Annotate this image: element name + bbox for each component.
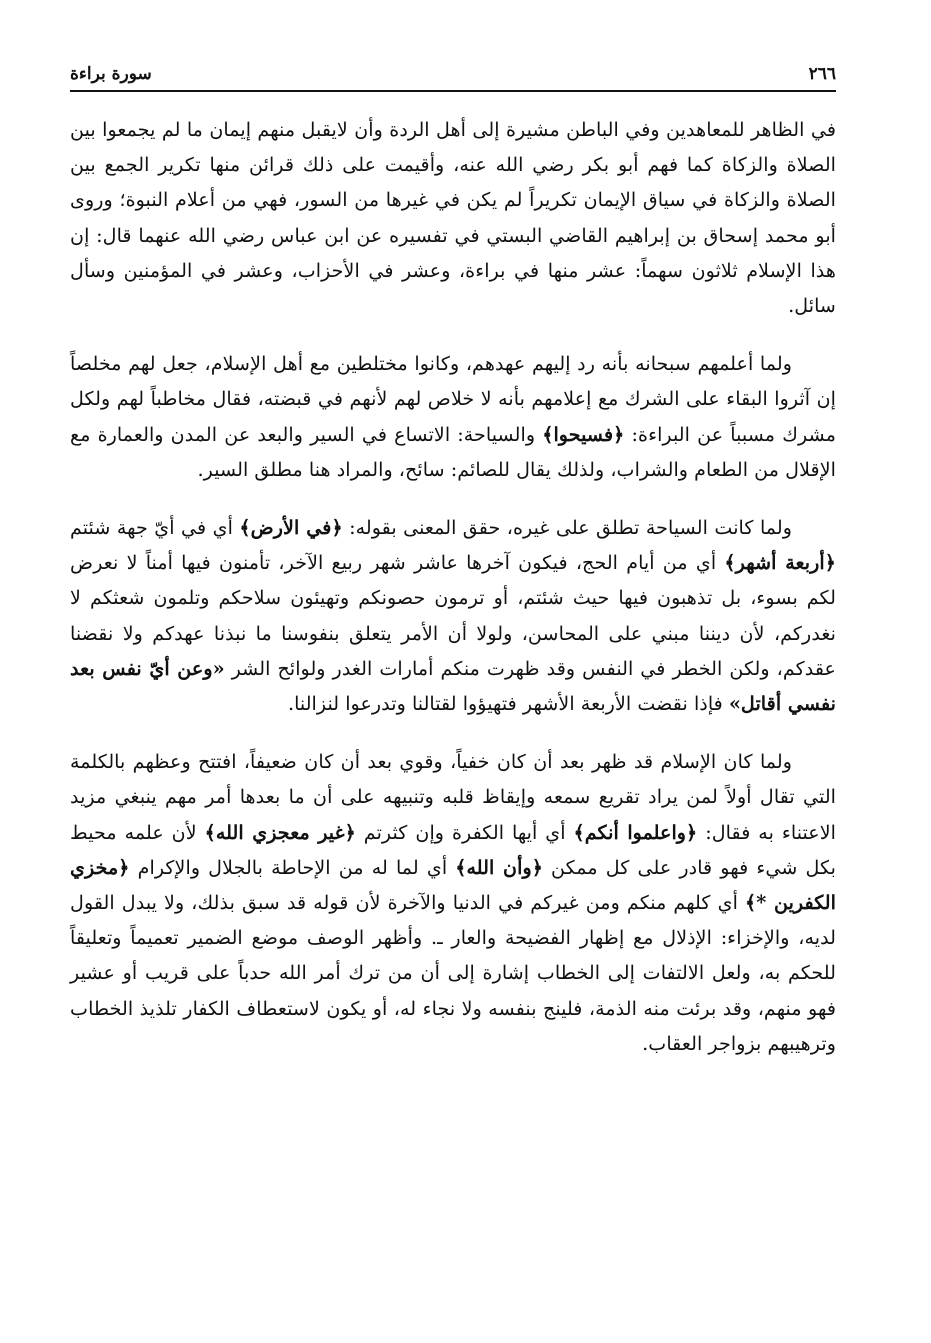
text-segment: أي كلهم منكم ومن غيركم في الدنيا والآخرة لأن قوله قد سبق بذلك، ولا يبدل القول لديه، والإخزاء: الإذلال مع إظهار الفضيحة والعار ـ. وأظهر الوصف موضع الضمير تعميماً وتعليقاً للحكم به، ولعل الالتفات إلى الخطاب إشارة إلى أن من ترك أمر الله حدباً على قريب أو عشير فهو منهم، وقد برئت منه الذمة، فلينج بنفسه ولا نجاء له، أو يكون لاستعطاف الكفار تلذيذ الخطاب وترهيبهم بزواجر العقاب. xyxy=(70,891,836,1055)
text-segment: ولما كانت السياحة تطلق على غيره، حقق المعنى بقوله: xyxy=(342,516,792,540)
quran-quote: ﴿واعلموا أنكم﴾ xyxy=(573,820,698,844)
text-segment: أي في أيّ جهة شئتم xyxy=(70,516,240,540)
text-segment: أي لما له من الإحاطة بالجلال والإكرام xyxy=(129,855,456,879)
text-segment: فإذا نقضت الأربعة الأشهر فتهيؤوا لقتالنا وتدرعوا لنزالنا. xyxy=(287,692,729,716)
text-segment: ولما أعلمهم سبحانه بأنه رد إليهم عهدهم، وكانوا مختلطين مع أهل الإسلام، جعل لهم مخلصاً إن آثروا البقاء على الشرك مع إعلامهم بأنه لا خلاص لهم لأنهم في قبضته، فقال مخاطباً لهم ولكل مشرك مسبباً عن البراءة: xyxy=(70,352,837,446)
text-segment: ولما كان الإسلام قد ظهر بعد أن كان خفياً، وقوي بعد أن كان ضعيفاً، افتتح وعظهم بالكلمة التي تقال أولاً لمن يراد تقريع سمعه وإيقاظ قلبه وتنبيهه على أن ما بعدها أمر مهم ينبغي مزيد الاعتناء به فقال: xyxy=(70,750,836,844)
quran-quote: ﴿مخزي الكفرين *﴾ xyxy=(70,855,836,915)
text-segment: أي أيها الكفرة وإن كثرتم xyxy=(355,820,574,844)
hadith-quote: «وعن أيّ نفس بعد نفسي أقاتل» xyxy=(70,656,836,716)
quran-quote: ﴿وأن الله﴾ xyxy=(455,855,543,879)
quran-quote: ﴿غير معجزي الله﴾ xyxy=(204,820,356,844)
quran-quote: ﴿أربعة أشهر﴾ xyxy=(724,551,836,575)
paragraph xyxy=(70,346,836,487)
text-segment: لأن علمه محيط بكل شيء فهو قادر على كل ممكن xyxy=(70,820,836,879)
paragraph xyxy=(70,112,836,323)
running-head: سورة براءة xyxy=(70,64,152,84)
paragraph xyxy=(70,744,836,1061)
page-number: ٢٦٦ xyxy=(808,64,836,84)
text-segment: أي من أيام الحج، فيكون آخرها عاشر شهر ربيع الآخر، تأمنون فيها أمناً لا نعرض لكم بسوء، بل تذهبون فيها حيث شئتم، أو ترمون حصونكم وتهيئون سلاحكم وتلمون شعثكم لا نغدركم، لأن ديننا مبني على المحاسن، ولولا أن الأمر يتعلق بنفوسنا ما نبذنا عهدكم ولا نقضنا عقدكم، ولكن الخطر في النفس وقد ظهرت منكم أمارات الغدر ولوائح الشر xyxy=(70,551,836,680)
quran-quote: ﴿في الأرض﴾ xyxy=(239,516,343,540)
quran-quote: ﴿فسيحوا﴾ xyxy=(542,422,625,446)
body-text xyxy=(70,112,836,1084)
paragraph xyxy=(70,510,836,721)
text-segment: في الظاهر للمعاهدين وفي الباطن مشيرة إلى أهل الردة وأن لايقبل منهم إيمان ما لم يجمعوا بين الصلاة والزكاة كما فهم أبو بكر رضي الله عنه، وأقيمت على ذلك قرائن منها تكرير الجمع بين الصلاة والزكاة في سياق الإيمان تكريراً لم يكن في غيرها من السور، فهي من أعلام النبوة؛ وروى أبو محمد إسحاق بن إبراهيم القاضي البستي في تفسيره عن ابن عباس رضي الله عنهما قال: إن هذا الإسلام ثلاثون سهماً: عشر منها في براءة، وعشر في الأحزاب، وعشر في المؤمنين وسأل سائل. xyxy=(70,118,836,318)
page-header xyxy=(70,64,836,92)
text-segment: والسياحة: الاتساع في السير والبعد عن المدن والعمارة مع الإقلال من الطعام والشراب، ولذلك يقال للصائم: سائح، والمراد هنا مطلق السير. xyxy=(70,422,836,481)
